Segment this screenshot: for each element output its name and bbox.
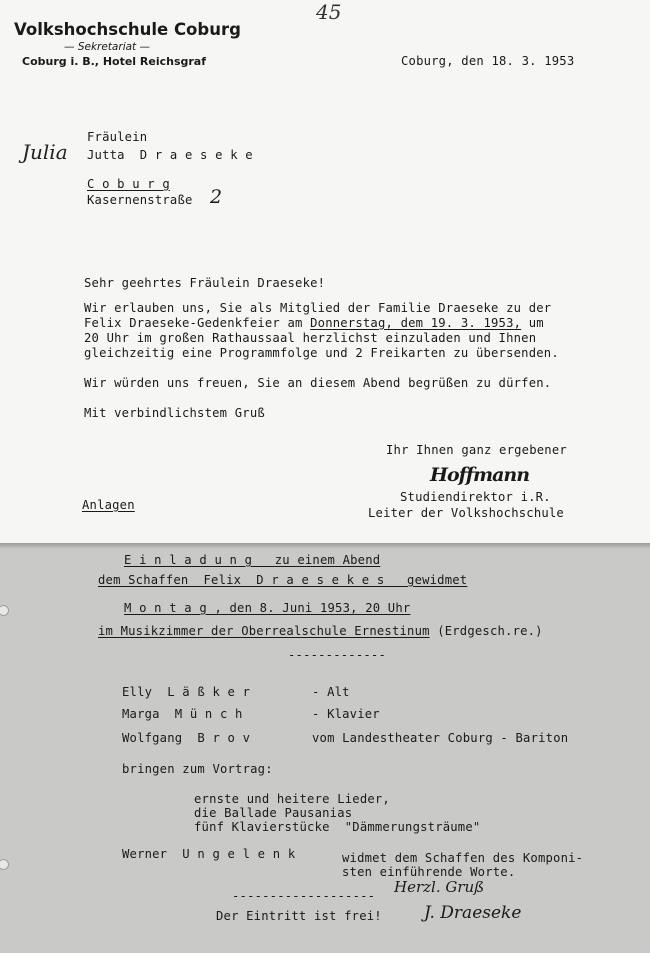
divider: ------------- bbox=[288, 648, 386, 662]
para1-line2: Felix Draeseke-Gedenkfeier am Donnerstag, dem 19. 3. 1953, um bbox=[84, 316, 544, 330]
invitation-sheet bbox=[0, 543, 650, 953]
page-number: 45 bbox=[316, 0, 342, 24]
invitation-heading: E i n l a d u n g zu einem Abend bbox=[124, 553, 381, 567]
letterhead-name: Volkshochschule Coburg bbox=[14, 20, 241, 39]
event-date-underlined: Donnerstag, dem 19. 3. 1953, bbox=[310, 316, 522, 330]
sign-intro: Ihr Ihnen ganz ergebener bbox=[386, 443, 567, 457]
letterhead-address: Coburg i. B., Hotel Reichsgraf bbox=[22, 55, 207, 68]
performer-name: Marga M ü n c h bbox=[122, 707, 243, 721]
performer-role: - Klavier bbox=[312, 707, 380, 721]
performer-name: Elly L ä ß k e r bbox=[122, 685, 251, 699]
sign-title: Studiendirektor i.R. bbox=[400, 490, 551, 504]
para1-line3: 20 Uhr im großen Rathaussaal herzlichst einzuladen und Ihnen bbox=[84, 331, 537, 345]
handwritten-first-name: Julia bbox=[22, 140, 68, 164]
recipient-name: Jutta D r a e s e k e bbox=[87, 148, 253, 162]
performer-role: vom Landestheater Coburg - Bariton bbox=[312, 731, 569, 745]
recipient-title: Fräulein bbox=[87, 130, 148, 144]
performer-name: Wolfgang B r o v bbox=[122, 731, 251, 745]
punch-hole bbox=[0, 605, 9, 616]
date-line: Coburg, den 18. 3. 1953 bbox=[401, 54, 575, 68]
para1-line1: Wir erlauben uns, Sie als Mitglied der Familie Draeseke zu der bbox=[84, 301, 552, 315]
greeting: Sehr geehrtes Fräulein Draeseke! bbox=[84, 276, 326, 290]
speaker-name: Werner U n g e l e n k bbox=[122, 847, 296, 861]
sign-role: Leiter der Volkshochschule bbox=[368, 506, 564, 520]
invitation-date: M o n t a g , den 8. Juni 1953, 20 Uhr bbox=[124, 601, 411, 615]
speaker-text-line2: sten einführende Worte. bbox=[342, 865, 516, 879]
para1-line4: gleichzeitig eine Programmfolge und 2 Freikarten zu übersenden. bbox=[84, 346, 559, 360]
invitation-dedication: dem Schaffen Felix D r a e s e k e s gewidmet bbox=[98, 573, 468, 587]
admission-note: Der Eintritt ist frei! bbox=[216, 909, 382, 923]
recipient-street: Kasernenstraße bbox=[87, 193, 193, 207]
program-intro: bringen zum Vortrag: bbox=[122, 762, 273, 776]
bottom-rule: ------------------- bbox=[232, 889, 376, 903]
handwritten-house-number: 2 bbox=[210, 186, 223, 208]
recipient-city: C o b u r g bbox=[87, 177, 170, 191]
director-signature: Hoffmann bbox=[430, 464, 530, 486]
speaker-text-line1: widmet dem Schaffen des Komponi- bbox=[342, 851, 584, 865]
program-item: fünf Klavierstücke "Dämmerungsträume" bbox=[194, 820, 481, 834]
closing: Mit verbindlichstem Gruß bbox=[84, 406, 265, 420]
letterhead-dept: — Sekretariat — bbox=[64, 41, 150, 53]
performer-role: - Alt bbox=[312, 685, 350, 699]
program-item: ernste und heitere Lieder, bbox=[194, 792, 390, 806]
enclosures: Anlagen bbox=[82, 498, 135, 512]
para2: Wir würden uns freuen, Sie an diesem Abend begrüßen zu dürfen. bbox=[84, 376, 552, 390]
program-item: die Ballade Pausanias bbox=[194, 806, 353, 820]
handwritten-greeting: Herzl. Gruß bbox=[394, 878, 485, 896]
invitation-venue: im Musikzimmer der Oberrealschule Ernestinum (Erdgesch.re.) bbox=[98, 624, 543, 638]
handwritten-signature: J. Draeseke bbox=[424, 903, 522, 923]
punch-hole bbox=[0, 859, 9, 870]
